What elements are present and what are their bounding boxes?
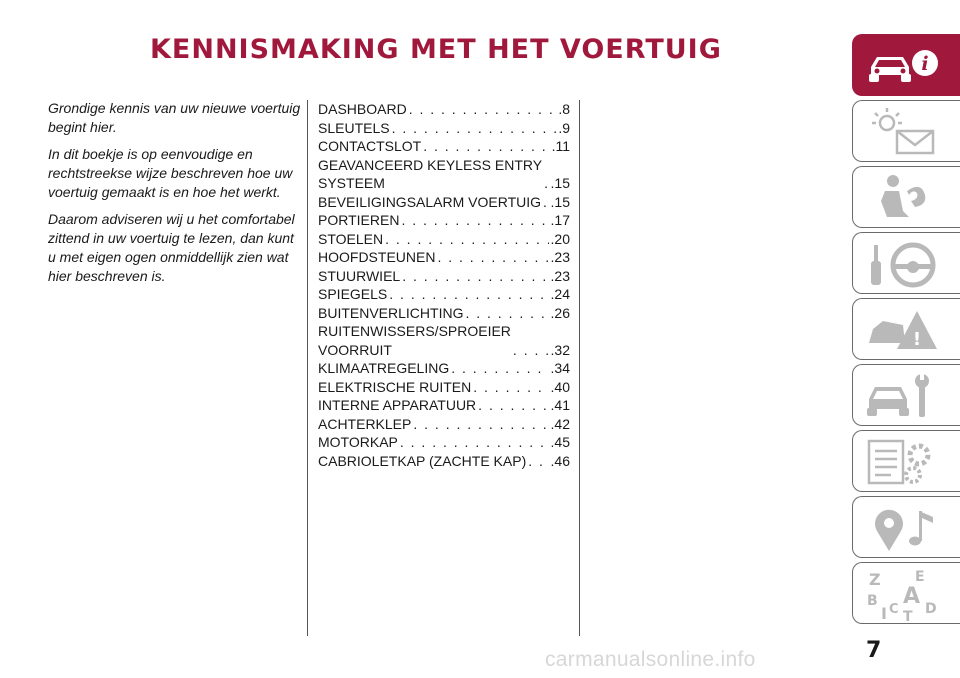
toc-entry[interactable] bbox=[318, 452, 570, 471]
toc-entry-page: .24 bbox=[550, 286, 570, 302]
toc-entry-label: STUURWIEL bbox=[318, 267, 401, 284]
toc-entry-label: ACHTERKLEP bbox=[318, 415, 412, 432]
svg-text:!: ! bbox=[912, 329, 922, 350]
toc-entry-label: CABRIOLETKAP (ZACHTE KAP) bbox=[318, 452, 527, 469]
toc-entry-leader bbox=[465, 304, 548, 323]
svg-text:T: T bbox=[903, 609, 913, 621]
toc-entry[interactable] bbox=[318, 267, 570, 286]
column-divider-left bbox=[307, 100, 308, 636]
toc-entry-label: ELEKTRISCHE RUITEN bbox=[318, 378, 472, 395]
toc-entry[interactable] bbox=[318, 415, 570, 434]
car-crash-warning-icon bbox=[863, 303, 943, 357]
toc-entry-label: CONTACTSLOT bbox=[318, 138, 422, 154]
toc-entry-label: BEVEILIGINGSALARM VOERTUIG bbox=[318, 193, 542, 210]
toc-entry[interactable] bbox=[318, 396, 570, 415]
toc-entry-label: SLEUTELS bbox=[318, 119, 390, 136]
svg-text:D: D bbox=[925, 601, 937, 617]
toc-entry-leader bbox=[544, 174, 548, 193]
toc-entry-leader bbox=[528, 452, 548, 471]
column-divider-right bbox=[579, 100, 580, 636]
toc-entry-leader bbox=[423, 137, 549, 156]
intro-text bbox=[48, 99, 302, 294]
svg-text:B: B bbox=[867, 593, 878, 609]
toc-entry-leader bbox=[473, 378, 548, 397]
toc-entry-page: .23 bbox=[550, 249, 570, 265]
toc-entry-leader bbox=[478, 396, 548, 415]
toc-entry[interactable] bbox=[318, 156, 570, 193]
toc-entry[interactable] bbox=[318, 322, 570, 359]
toc-entry-leader bbox=[401, 211, 548, 230]
navigation-music-icon bbox=[863, 501, 943, 555]
toc-entry-page: .9 bbox=[558, 119, 570, 136]
toc-entry[interactable] bbox=[318, 248, 570, 267]
toc-entry-label: BUITENVERLICHTING bbox=[318, 304, 464, 321]
toc-entry[interactable] bbox=[318, 119, 570, 138]
svg-text:i: i bbox=[921, 53, 929, 75]
toc-entry-leader bbox=[400, 433, 549, 452]
toc-entry-page: .41 bbox=[550, 397, 570, 413]
tab-car-info[interactable] bbox=[852, 34, 960, 96]
tab-starting-driving[interactable] bbox=[852, 232, 960, 294]
toc-entry-leader bbox=[389, 285, 548, 304]
toc-entry[interactable] bbox=[318, 211, 570, 230]
page-title: KENNISMAKING MET HET VOERTUIG bbox=[150, 34, 722, 65]
table-of-contents bbox=[318, 100, 570, 470]
tab-multimedia[interactable] bbox=[852, 496, 960, 558]
toc-entry-leader bbox=[413, 415, 548, 434]
alphabet-index-icon bbox=[863, 567, 943, 621]
svg-text:I: I bbox=[881, 604, 887, 621]
toc-entry-leader bbox=[402, 267, 548, 286]
car-wrench-icon bbox=[863, 369, 943, 423]
svg-text:C: C bbox=[889, 602, 899, 617]
toc-entry-leader bbox=[385, 230, 548, 249]
toc-entry-page: .8 bbox=[558, 101, 570, 117]
toc-entry[interactable] bbox=[318, 230, 570, 249]
toc-entry-label: PORTIEREN bbox=[318, 212, 400, 228]
toc-entry-label: DASHBOARD bbox=[318, 101, 407, 117]
intro-paragraph: Daarom adviseren wij u het comfortabel zittend in uw voertuig te lezen, dan kunt u met eigen ogen onmiddellijk zien wat hier beschreven is. bbox=[48, 211, 295, 284]
toc-entry-page: .11 bbox=[551, 138, 570, 154]
intro-paragraph: In dit boekje is op eenvoudige en rechtstreekse wijze beschreven hoe uw voertuig gemaakt is en hoe het werkt. bbox=[48, 146, 293, 200]
toc-entry-label: RUITENWISSERS/SPROEIER VOORRUIT bbox=[318, 323, 511, 358]
toc-entry-page: .46 bbox=[550, 452, 570, 469]
toc-entry-leader bbox=[513, 341, 549, 360]
toc-entry-leader bbox=[437, 248, 548, 267]
seat-airbag-icon bbox=[863, 171, 943, 225]
tab-safety[interactable] bbox=[852, 166, 960, 228]
toc-entry-page: .17 bbox=[550, 212, 570, 228]
tab-emergency[interactable] bbox=[852, 298, 960, 360]
tab-warning-lights-messages[interactable] bbox=[852, 100, 960, 162]
warning-light-message-icon bbox=[863, 105, 943, 159]
toc-entry-leader bbox=[409, 100, 557, 119]
toc-entry[interactable] bbox=[318, 304, 570, 323]
toc-entry[interactable] bbox=[318, 285, 570, 304]
page-number: 7 bbox=[866, 638, 882, 663]
toc-entry[interactable] bbox=[318, 378, 570, 397]
tab-technical-data[interactable] bbox=[852, 430, 960, 492]
toc-entry-label: HOOFDSTEUNEN bbox=[318, 249, 436, 265]
toc-entry-leader bbox=[543, 193, 549, 212]
tab-maintenance[interactable] bbox=[852, 364, 960, 426]
svg-text:Z: Z bbox=[869, 570, 881, 589]
toc-entry-page: .40 bbox=[550, 378, 570, 395]
watermark: carmanualsonline.info bbox=[545, 648, 756, 671]
toc-entry[interactable] bbox=[318, 433, 570, 452]
tab-index[interactable] bbox=[852, 562, 960, 624]
toc-entry-page: .15 bbox=[550, 193, 570, 210]
key-steering-wheel-icon bbox=[863, 237, 943, 291]
toc-entry[interactable] bbox=[318, 137, 570, 156]
svg-text:A: A bbox=[903, 584, 921, 609]
toc-entry-label: KLIMAATREGELING bbox=[318, 360, 450, 376]
toc-entry[interactable] bbox=[318, 359, 570, 378]
specifications-gears-icon bbox=[863, 435, 943, 489]
toc-entry-page: .23 bbox=[550, 267, 570, 284]
toc-entry-leader bbox=[451, 359, 548, 378]
toc-entry-page: .15 bbox=[550, 175, 570, 191]
intro-paragraph: Grondige kennis van uw nieuwe voertuig begint hier. bbox=[48, 100, 301, 135]
toc-entry-page: .26 bbox=[550, 304, 570, 321]
toc-entry-label: INTERNE APPARATUUR bbox=[318, 397, 477, 413]
toc-entry-page: .34 bbox=[550, 360, 570, 376]
toc-entry-page: .20 bbox=[550, 230, 570, 247]
toc-entry[interactable] bbox=[318, 193, 570, 212]
toc-entry-label: GEAVANCEERD KEYLESS ENTRY SYSTEEM bbox=[318, 156, 543, 191]
toc-entry-page: .42 bbox=[550, 415, 570, 432]
toc-entry-leader bbox=[392, 119, 557, 138]
svg-text:E: E bbox=[915, 569, 925, 585]
toc-entry[interactable] bbox=[318, 100, 570, 119]
toc-entry-page: .32 bbox=[550, 341, 570, 358]
toc-entry-label: STOELEN bbox=[318, 230, 384, 247]
car-info-icon bbox=[863, 39, 943, 93]
toc-entry-label: SPIEGELS bbox=[318, 286, 388, 302]
toc-entry-page: .45 bbox=[550, 434, 570, 450]
toc-entry-label: MOTORKAP bbox=[318, 434, 398, 450]
